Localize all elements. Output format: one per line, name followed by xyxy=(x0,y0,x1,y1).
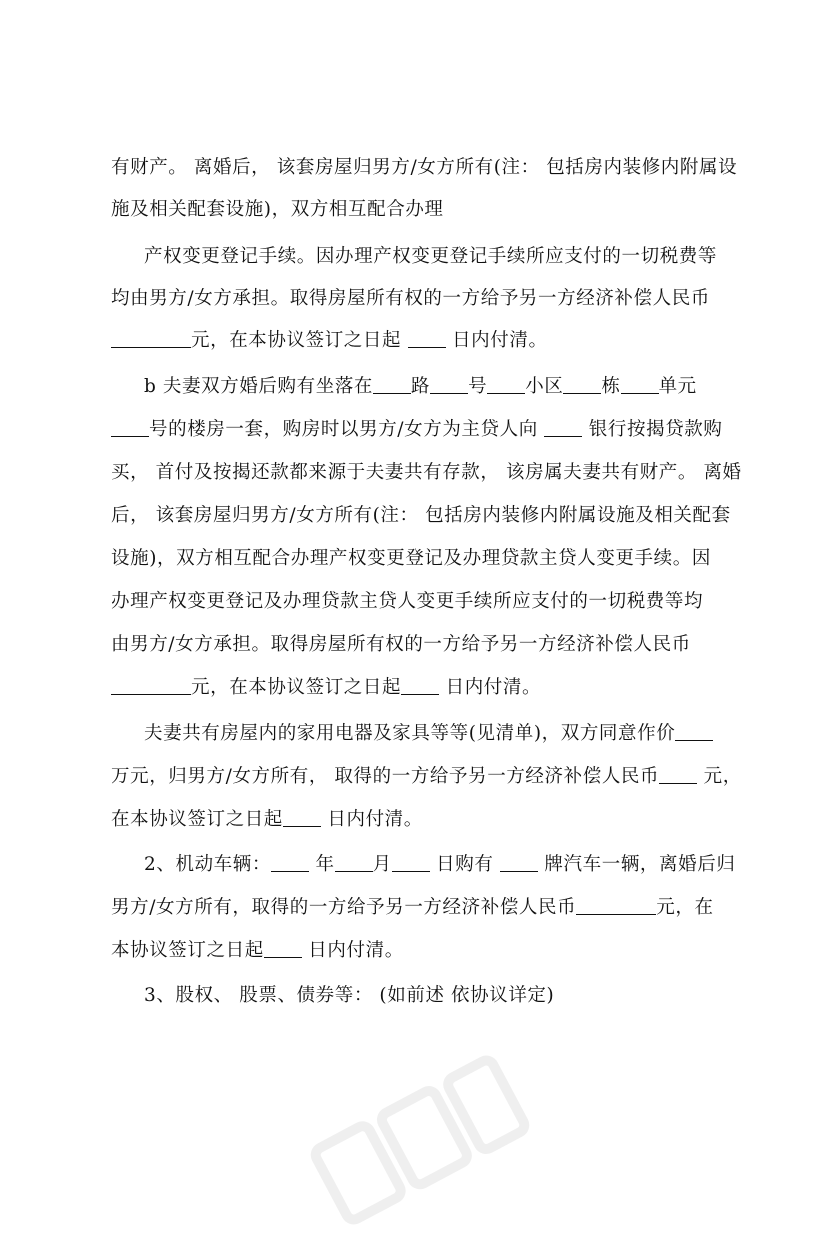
text-line xyxy=(144,722,764,746)
blank-field xyxy=(430,375,468,394)
text-line xyxy=(111,896,731,920)
text-segment: b 夫妻双方婚后购有坐落在 xyxy=(144,376,374,397)
blank-field xyxy=(563,375,601,394)
text-segment: 日内付清。 xyxy=(445,330,548,351)
blank-field xyxy=(487,375,525,394)
text-segment: 月 xyxy=(372,854,392,875)
text-line xyxy=(111,676,731,700)
text-line: 均由男方/女方承担。取得房屋所有权的一方给予另一方经济补偿人民币 xyxy=(111,288,710,309)
text-segment: 元，在 xyxy=(656,897,714,918)
text-line: 办理产权变更登记及办理贷款主贷人变更手续所应支付的一切税费等均 xyxy=(111,591,704,612)
blank-field xyxy=(111,676,191,695)
text-line: 有财产。 离婚后， 该套房屋归男方/女方所有(注： 包括房内装修内附属设 xyxy=(111,157,738,178)
text-segment: 本协议签订之日起 xyxy=(111,940,264,961)
text-segment: 栋 xyxy=(601,376,621,397)
text-line xyxy=(144,375,764,399)
blank-field xyxy=(675,722,713,741)
text-segment: 年 xyxy=(308,854,335,875)
text-line: 由男方/女方承担。取得房屋所有权的一方给予另一方经济补偿人民币 xyxy=(111,634,691,655)
text-segment: 元，在本协议签订之日起 xyxy=(191,677,402,698)
text-segment: 男方/女方所有，取得的一方给予另一方经济补偿人民币 xyxy=(111,897,577,918)
blank-field xyxy=(373,375,411,394)
blank-field xyxy=(392,853,430,872)
text-segment: 元，在本协议签订之日起 xyxy=(191,330,408,351)
text-segment: 日内付清。 xyxy=(320,809,423,830)
text-line: 后， 该套房屋归男方/女方所有(注： 包括房内装修内附属设施及相关配套 xyxy=(111,505,731,526)
blank-field xyxy=(111,418,149,437)
text-line xyxy=(144,853,764,877)
watermark-logo xyxy=(295,1035,546,1244)
text-segment: 日购有 xyxy=(429,854,500,875)
text-segment: 单元 xyxy=(658,376,697,397)
text-line: 设施)，双方相互配合办理产权变更登记及办理贷款主贷人变更手续。因 xyxy=(111,548,711,569)
text-segment: 银行按揭贷款购 xyxy=(582,419,723,440)
blank-field xyxy=(264,939,302,958)
blank-field xyxy=(271,853,309,872)
text-segment: 日内付清。 xyxy=(301,940,404,961)
blank-field xyxy=(335,853,373,872)
text-line xyxy=(111,329,731,353)
text-segment: 号 xyxy=(468,376,488,397)
text-line: 产权变更登记手续。因办理产权变更登记手续所应支付的一切税费等 xyxy=(144,246,718,267)
text-line xyxy=(111,418,731,442)
text-line: 施及相关配套设施)，双方相互配合办理 xyxy=(111,199,444,220)
blank-field xyxy=(283,808,321,827)
text-segment: 小区 xyxy=(525,376,564,397)
text-segment: 日内付清。 xyxy=(439,677,542,698)
text-segment: 2、机动车辆： xyxy=(144,854,271,875)
text-segment: 在本协议签订之日起 xyxy=(111,809,283,830)
text-segment: 路 xyxy=(411,376,431,397)
blank-field xyxy=(111,329,191,348)
blank-field xyxy=(401,676,439,695)
text-segment: 万元，归男方/女方所有， 取得的一方给予另一方经济补偿人民币 xyxy=(111,766,660,787)
blank-field xyxy=(621,375,659,394)
text-segment: 牌汽车一辆，离婚后归 xyxy=(537,854,736,875)
text-line xyxy=(111,808,731,832)
text-segment: 夫妻共有房屋内的家用电器及家具等等(见清单)，双方同意作价 xyxy=(144,723,676,744)
blank-field xyxy=(500,853,538,872)
text-segment: 号的楼房一套，购房时以男方/女方为主贷人向 xyxy=(149,419,545,440)
blank-field xyxy=(576,896,656,915)
text-line xyxy=(111,939,731,963)
text-line: 买， 首付及按揭还款都来源于夫妻共有存款， 该房属夫妻共有财产。 离婚 xyxy=(111,462,742,483)
blank-field xyxy=(408,329,446,348)
blank-field xyxy=(659,765,697,784)
text-line: 3、股权、 股票、债券等： (如前述 依协议详定) xyxy=(144,985,555,1006)
text-segment: 元， xyxy=(697,766,742,787)
blank-field xyxy=(544,418,582,437)
text-line xyxy=(111,765,742,789)
